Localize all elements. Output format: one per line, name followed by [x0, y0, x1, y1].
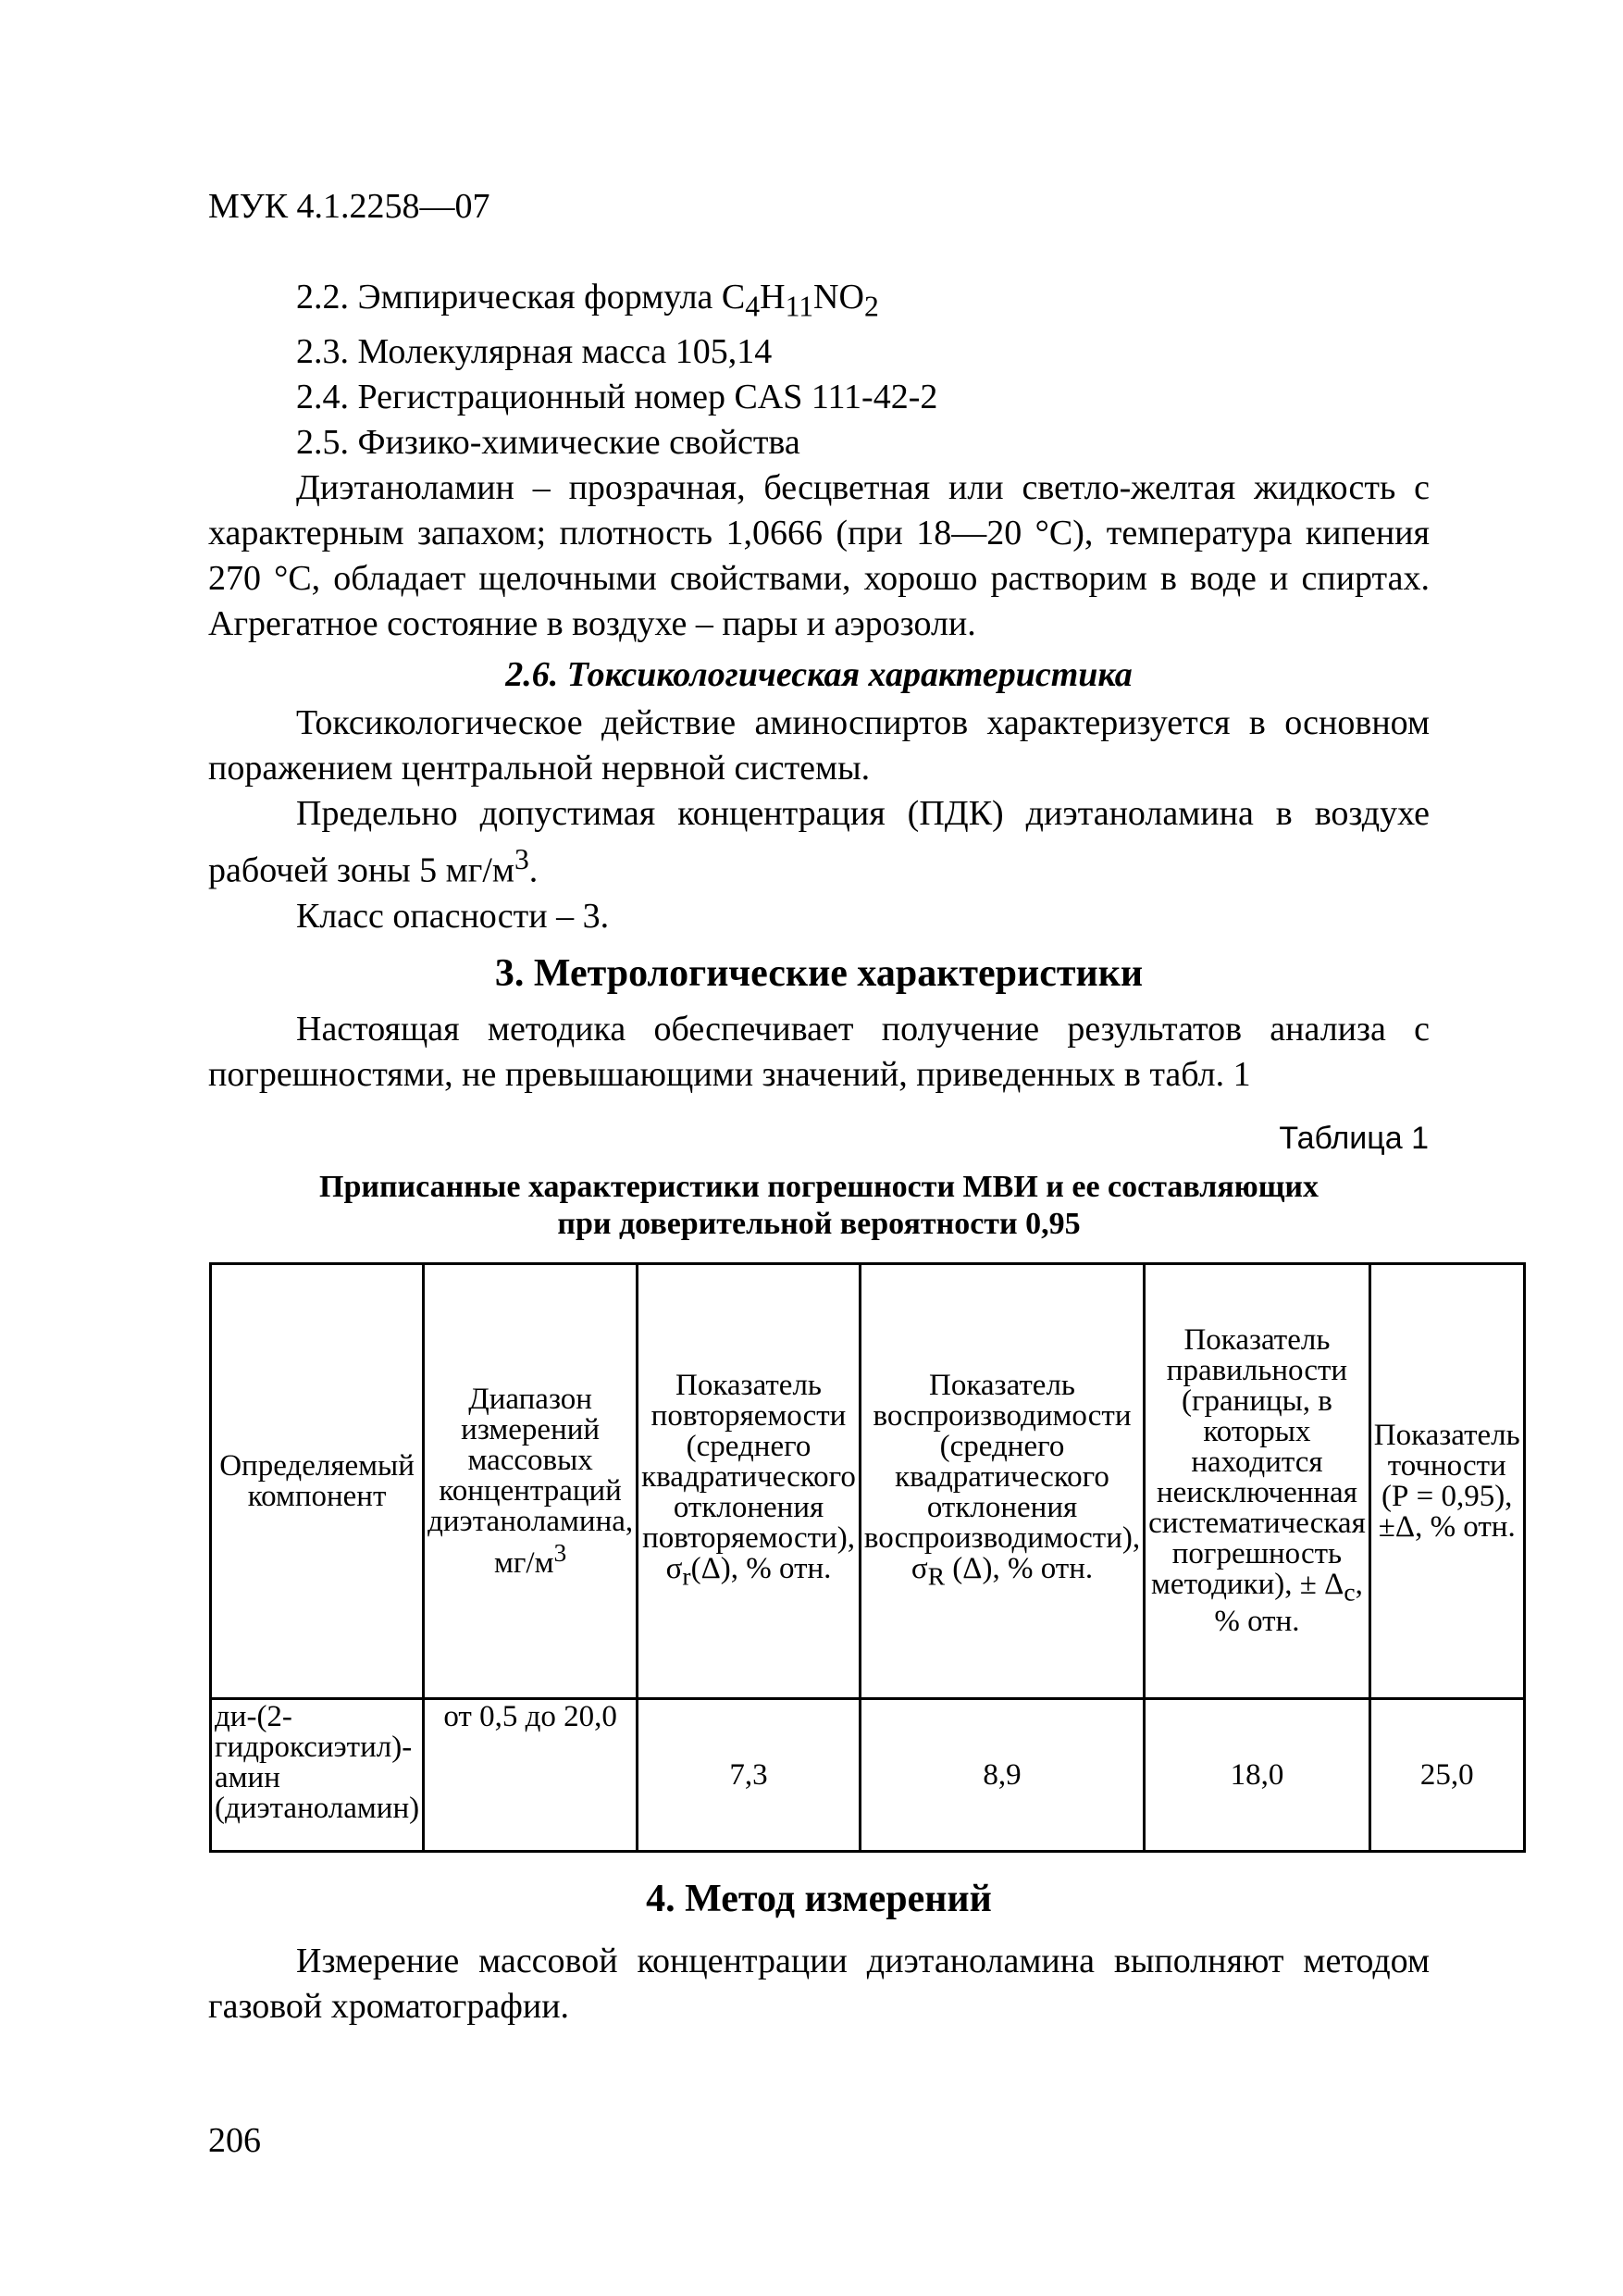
physchem-text: Диэтаноламин – прозрачная, бесцветная или светло-желтая жидкость с характерным запахом; плотность 1,0666 (при 18—20 °С), температура кипения 270 °С, обладает щелочными свойствами, хорошо растворим в воде и спиртах. Агрегатное состояние в воздухе – пары и аэрозоли. [208, 467, 1430, 643]
method-text-block [208, 1939, 1430, 2029]
cell-correctness: 18,0 [1145, 1699, 1370, 1852]
table-row [211, 1699, 1525, 1852]
metrology-intro: Настоящая методика обеспечивает получение результатов анализа с погрешностями, не превышающими значений, приведенных в табл. 1 [208, 1010, 1430, 1094]
cas-number: 2.4. Регистрационный номер CAS 111-42-2 [296, 377, 938, 416]
cell-accuracy: 25,0 [1369, 1699, 1524, 1852]
cell-reproducibility: 8,9 [860, 1699, 1144, 1852]
toxicology-block [208, 701, 1430, 939]
mac-text: Предельно допустимая концентрация (ПДК) диэтаноламина в воздухе рабочей зоны 5 $мг/м^3$. [208, 794, 1430, 890]
table-caption-line1: Приписанные характеристики погрешности МВИ и ее составляющих [319, 1170, 1319, 1204]
table-caption-line2: при доверительной вероятности 0,95 [557, 1207, 1081, 1241]
running-header: МУК 4.1.2258—07 [208, 187, 490, 226]
table-label: Таблица 1 [1279, 1121, 1429, 1156]
cell-repeatability: 7,3 [638, 1699, 861, 1852]
header-component: Определяемый компонент [211, 1264, 424, 1699]
metrology-title: 3. Метрологические характеристики [494, 952, 1144, 995]
header-range: Диапазон измерений массовых концентраций диэтаноламина, $мг/м^3$ [424, 1264, 638, 1699]
table-header-row [211, 1264, 1525, 1699]
hazard-class: Класс опасности – 3. [296, 896, 610, 936]
table-caption [208, 1169, 1430, 1243]
formula: $C_4H_{11}NO_2$ [721, 278, 879, 323]
page-number: 206 [208, 2121, 261, 2160]
toxicology-effect: Токсикологическое действие аминоспиртов характеризуется в основном поражением центральной нервной системы. [208, 703, 1430, 788]
header-correctness: Показатель правильности (границы, в которых находится неисключенная систематическая погрешность методики), ± $\Delta_c$, % отн. [1145, 1264, 1370, 1699]
physchem-title: 2.5. Физико-химические свойства [296, 422, 800, 462]
error-characteristics-table [209, 1262, 1526, 1853]
cell-range: от 0,5 до 20,0 [424, 1699, 638, 1852]
formula-line [208, 275, 1430, 329]
cell-component: ди-(2-гидроксиэтил)-амин (диэтаноламин) [211, 1699, 424, 1852]
formula-label: 2.2. Эмпирическая формула [296, 278, 722, 316]
method-title: 4. Метод измерений [646, 1878, 992, 1920]
toxicology-title: 2.6. Токсикологическая характеристика [505, 655, 1133, 694]
properties-block [208, 275, 1430, 647]
header-reproducibility: Показатель воспроизводимости (среднего квадратического отклонения воспроизводимости), $\sigma_R$ (Δ), % отн. [860, 1264, 1144, 1699]
method-text: Измерение массовой концентрации диэтаноламина выполняют методом газовой хроматографии. [208, 1942, 1430, 2026]
molar-mass: 2.3. Молекулярная масса 105,14 [296, 331, 773, 371]
header-accuracy: Показатель точности (Р = 0,95), ±Δ, % отн. [1369, 1264, 1524, 1699]
header-repeatability: Показатель повторяемости (среднего квадратического отклонения повторяемости), $\sigma_r(\Delta)$, % отн. [638, 1264, 861, 1699]
